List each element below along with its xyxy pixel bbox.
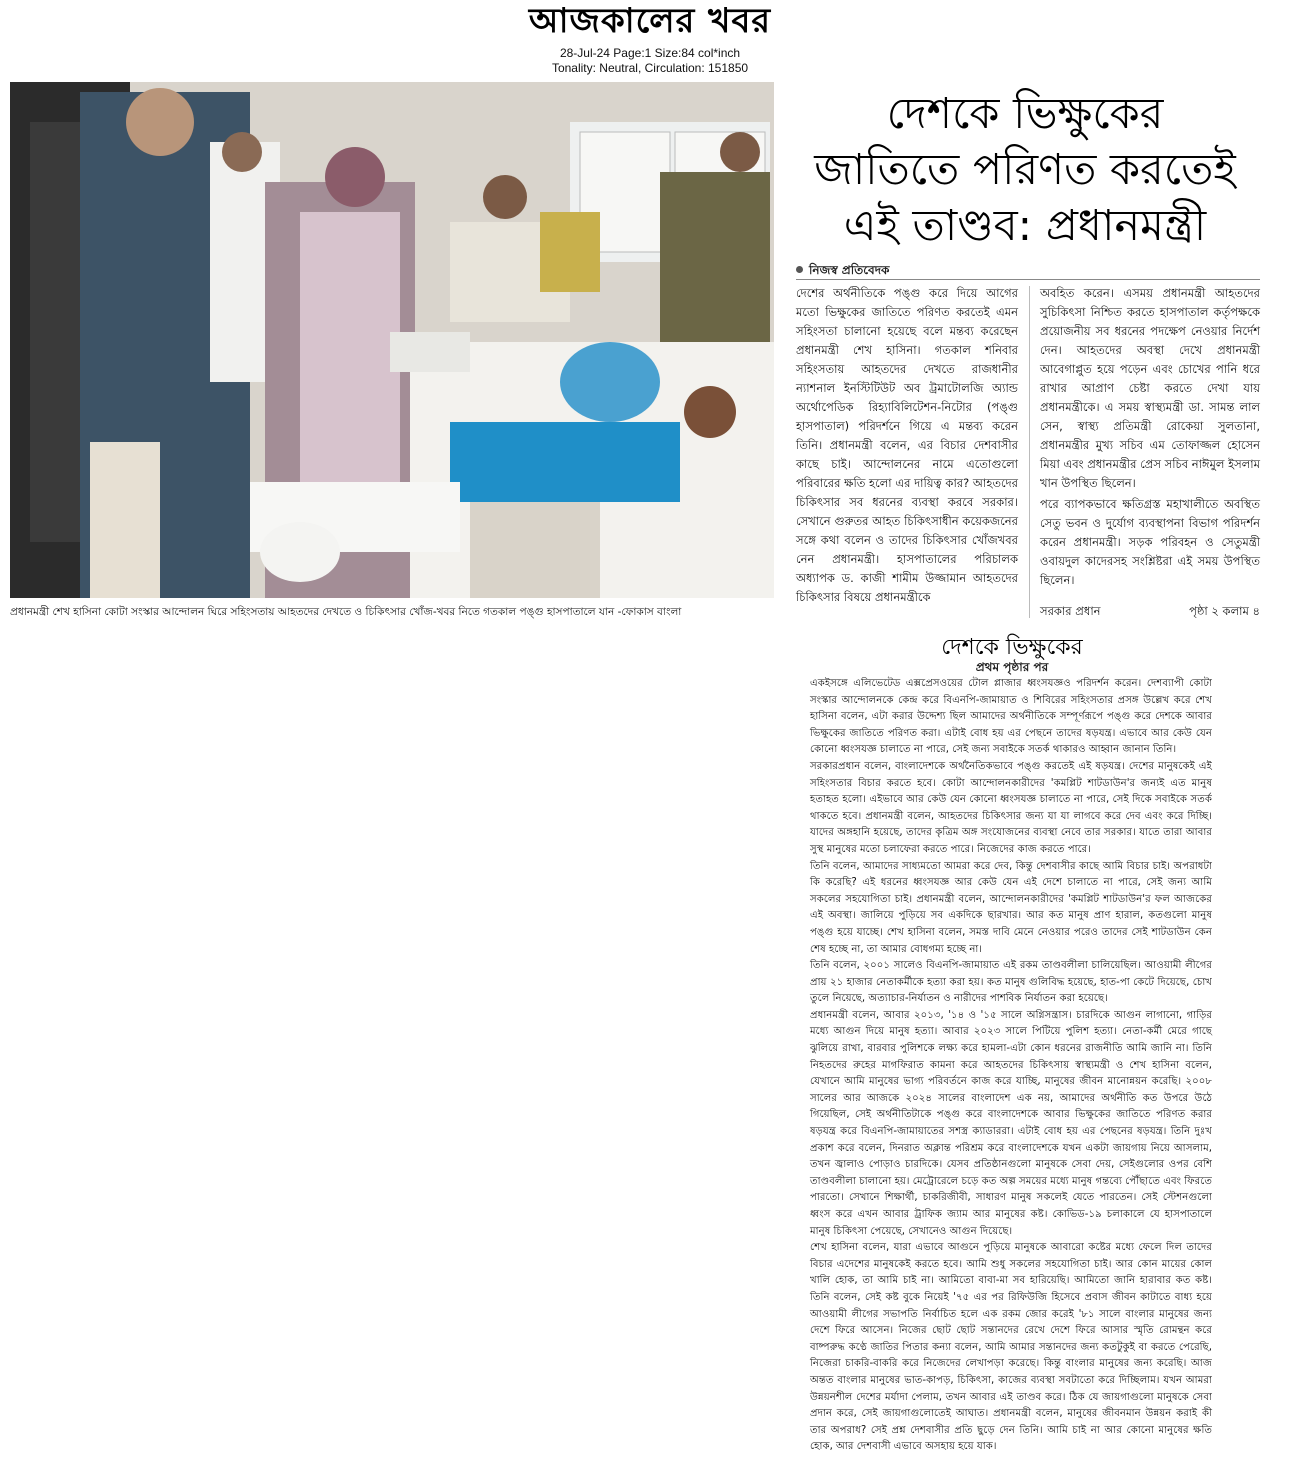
article-column-2 (1040, 284, 1260, 624)
continuation-body (810, 676, 1212, 1453)
news-photo (10, 82, 774, 598)
clipping-meta-line1: 28-Jul-24 Page:1 Size:84 col*inch (559, 46, 741, 60)
article-paragraph: পরে ব্যাপকভাবে ক্ষতিগ্রস্ত মহাখালীতে অবস্থিত সেতু ভবন ও দুর্যোগ ব্যবস্থাপনা বিভাগ পরিদর্শন করেন প্রধানমন্ত্রী। সড়ক পরিবহন ও সেতুমন্ত্রী ওবায়দুল কাদেরসহ সংশ্লিষ্টরা এই সময় উপস্থিত ছিলেন। (1040, 497, 1260, 587)
continued-right: পৃষ্ঠা ২ কলাম ৪ (1189, 604, 1260, 618)
article-column-1 (796, 284, 1018, 624)
newspaper-masthead: আজকালের খবর (528, 1, 772, 41)
hospital-visit-photo (10, 82, 774, 598)
headline (790, 86, 1260, 254)
continuation-paragraph: শেখ হাসিনা বলেন, যারা এভাবে আগুনে পুড়িয়ে মানুষকে আবারো কষ্টের মধ্যে ফেলে দিল তাদের বিচার এদেশের মানুষকেই করতে হবে। আমি শুধু সকলের সহযোগিতা চাই। আর কোন মায়ের কোল খালি হোক, তা আমি চাই না। আমিতো বাবা-মা সব হারিয়েছি। আমিতো জানি হারাবার কত কষ্ট। তিনি বলেন, সেই কষ্ট বুকে নিয়েই '৭৫ এর পর রিফিউজি হিসেবে প্রবাস জীবন কাটাতে বাধ্য হয়ে আওয়ামী লীগের সভাপতি নির্বাচিত হলে এক রকম জোর করেই '৮১ সালে বাংলার মানুষের জন্য দেশে ফিরে আসেন। নিজের ছোট ছোট সন্তানদের রেখে দেশে ফিরে আসার স্মৃতি রোমন্থন করে বাষ্পরুদ্ধ কণ্ঠে জাতির পিতার কন্যা বলেন, আমি আমার সন্তানদের জন্য কতটুকুই বা করতে পেরেছি, নিজেরা চাকরি-বাকরি করে নিজেদের লেখাপড়া করেছে। কিন্তু বাংলার মানুষের জন্য করেছি। আজ অন্তত বাংলার মানুষের ভাত-কাপড়, চিকিৎসা, কাজের ব্যবস্থা সবটাতো করে দিচ্ছিলাম। যখন আমরা উন্নয়নশীল দেশের মর্যাদা পেলাম, তখন আবার এই তাণ্ডব করে। ঠিক যে জায়গাগুলো মানুষকে সেবা প্রদান করে, সেই জায়গাগুলোতেই আঘাত। প্রধানমন্ত্রী বলেন, মানুষের জীবনমান উন্নয়ন করাই কী তার অপরাধ? সেই প্রশ্ন দেশবাসীর প্রতি ছুড়ে দেন তিনি। আমি চাই না আর কোনো মানুষের ক্ষতি হোক, আর দেশবাসী এভাবে অসহায় হয়ে যাক। (810, 1242, 1212, 1453)
photo-caption: প্রধানমন্ত্রী শেখ হাসিনা কোটা সংস্কার আন্দোলন ঘিরে সহিংসতায় আহতদের দেখতে ও চিকিৎসার খোঁজ-খবর নিতে গতকাল পঙ্গু হাসপাতালে যান -ফোকাস বাংলা (10, 606, 682, 618)
continuation-paragraph: তিনি বলেন, আমাদের সাধ্যমতো আমরা করে দেব, কিন্তু দেশবাসীর কাছে আমি বিচার চাই। অপরাধটা কি করেছি? এই ধরনের ধ্বংসযজ্ঞ আর কেউ যেন এই দেশে চালাতে না পারে, সেই জন্য আমি সকলের সহযোগিতা চাই। প্রধানমন্ত্রী বলেন, আন্দোলনকারীদের 'কমপ্লিট শাটডাউন'র ফল আজকের এই অবস্থা। জালিয়ে পুড়িয়ে সব একদিকে ছারখার। আর কত মানুষ প্রাণ হারাল, কতগুলো মানুষ পঙ্গু হয়ে যাচ্ছে। শেখ হাসিনা বলেন, সমস্ত দাবি মেনে নেওয়ার পরেও তাদের সেই শাটডাউন কেন শেষ হচ্ছে না, তা আমার বোধগম্য হচ্ছে না। (810, 860, 1212, 955)
continuation-heading: দেশকে ভিক্ষুকের (941, 635, 1083, 660)
clipping-meta (520, 46, 780, 76)
continuation-paragraph: একইসঙ্গে এলিভেটেড এক্সপ্রেসওয়ের টোল প্লাজার ধ্বংসযজ্ঞও পরিদর্শন করেন। দেশব্যাপী কোটা সংস্কার আন্দোলনকে কেন্দ্র করে বিএনপি-জামায়াত ও শিবিরের সহিংসতার প্রসঙ্গ উল্লেখ করে শেখ হাসিনা বলেন, এটা করার উদ্দেশ্য ছিল আমাদের অর্থনীতিকে সম্পূর্ণরূপে পঙ্গু করে দেশকে আবার ভিক্ষুকের জাতিতে পরিণত করা। এটাই বোধ হয় এর পেছনে তাদের ষড়যন্ত্র। এভাবে আর কেউ যেন কোনো ধ্বংসযজ্ঞ চালাতে না পারে, সেই জন্য সবাইকে সতর্ক থাকারও আহ্বান জানান তিনি। (810, 678, 1212, 756)
article-paragraph: অবহিত করেন। এসময় প্রধানমন্ত্রী আহতদের সুচিকিৎসা নিশ্চিত করতে হাসপাতাল কর্তৃপক্ষকে প্রয়োজনীয় সব ধরনের পদক্ষেপ নেওয়ার নির্দেশ দেন। আহতদের অবস্থা দেখে প্রধানমন্ত্রী আবেগাপ্লুত হয়ে পড়েন এবং চোখের পানি ধরে রাখার আপ্রাণ চেষ্টা করতে দেখা যায় প্রধানমন্ত্রীকে। এ সময় স্বাস্থ্যমন্ত্রী ডা. সামন্ত লাল সেন, স্বাস্থ্য প্রতিমন্ত্রী রোকেয়া সুলতানা, প্রধানমন্ত্রীর মুখ্য সচিব এম তোফাজ্জল হোসেন মিয়া এবং প্রধানমন্ত্রীর প্রেস সচিব নাঈমুল ইসলাম খান উপস্থিত ছিলেন। (1040, 286, 1260, 490)
continued-note (1040, 602, 1260, 621)
headline-line-3: এই তাণ্ডব: প্রধানমন্ত্রী (843, 201, 1207, 251)
reporter-byline (796, 262, 889, 278)
continuation-subheading: প্রথম পৃষ্ঠার পর (975, 660, 1049, 674)
column-divider (1029, 286, 1030, 618)
continuation-paragraph: তিনি বলেন, ২০০১ সালেও বিএনপি-জামায়াত এই রকম তাণ্ডবলীলা চালিয়েছিল। আওয়ামী লীগের প্রায় ২১ হাজার নেতাকর্মীকে হত্যা করা হয়। কত মানুষ গুলিবিদ্ধ হয়েছে, হাত-পা কেটে দিয়েছে, চোখ তুলে নিয়েছে, অত্যাচার-নির্যাতন ও নারীদের পাশবিক নির্যাতন করা হয়েছে। (810, 960, 1212, 1005)
continuation-paragraph: সরকারপ্রধান বলেন, বাংলাদেশকে অর্থনৈতিকভাবে পঙ্গু করতেই এই ষড়যন্ত্র। দেশের মানুষকেই এই সহিংসতার বিচার করতে হবে। কোটা আন্দোলনকারীদের 'কমপ্লিট শাটডাউন'র জন্যই এত মানুষ হতাহত হলো। এইভাবে আর কেউ যেন কোনো ধ্বংসযজ্ঞ চালাতে না পারে, সেই দিকে সবাইকে সতর্ক থাকতে হবে। প্রধানমন্ত্রী বলেন, আহতদের চিকিৎসার জন্য যা যা লাগবে করে দেব এবং করে দিচ্ছি। যাদের অঙ্গহানি হয়েছে, তাদের কৃত্রিম অঙ্গ সংযোজনের ব্যবস্থা নেবে তার সরকার। যাতে তারা আবার সুস্থ মানুষের মতো চলাফেরা করতে পারে। নিজেদের কাজ করতে পারে। (810, 760, 1212, 855)
clipping-meta-line2: Tonality: Neutral, Circulation: 151850 (551, 61, 749, 75)
continuation-paragraph: প্রধানমন্ত্রী বলেন, আবার ২০১৩, '১৪ ও '১৫ সালে অগ্নিসন্ত্রাস। চারদিকে আগুন লাগানো, গাড়ির মধ্যে আগুন দিয়ে মানুষ হত্যা। আবার ২০২৩ সালে পিটিয়ে পুলিশ হত্যা। নেতা-কর্মী মেরে গাছে ঝুলিয়ে রাখা, বারবার পুলিশকে লক্ষ্য করে হামলা-এটা কোন ধরনের রাজনীতি আমি জানি না। তিনি নিহতদের রুহের মাগফিরাত কামনা করে আহতদের চিকিৎসায় স্বাস্থ্যমন্ত্রী ও শেখ হাসিনা বলেন, যেখানে আমি মানুষের ভাগ্য পরিবর্তনে কাজ করে যাচ্ছি, মানুষের জীবন মানোন্নয়ন করেছি। ২০০৮ সালের আর আজকে ২০২৪ সালের বাংলাদেশ এক নয়, আমাদের অর্থনীতি কত উপরে উঠে গিয়েছিল, সেই অর্থনীতিটাকে পঙ্গু করে বাংলাদেশকে আবার ভিক্ষুকের জাতিতে পরিণত করার ষড়যন্ত্র করে বিএনপি-জামায়াতের সশস্ত্র ক্যাডাররা। এটাই বোধ হয় এর পেছনের ষড়যন্ত্র। তিনি দুঃখ প্রকাশ করে বলেন, দিনরাত অক্লান্ত পরিশ্রম করে বাংলাদেশকে যখন একটা জায়গায় নিয়ে আসলাম, তখন জ্বালাও পোড়াও চারদিকে। যেসব প্রতিষ্ঠানগুলো মানুষকে সেবা দেয়, সেইগুলোর ওপর বেশি তাণ্ডবলীলা চালানো হয়। মেট্রোরেলে চড়ে কত অল্প সময়ের মধ্যে মানুষ গন্তব্যে পৌঁছাতে এবং ফিরতে পারতো। সেখানে শিক্ষার্থী, চাকরিজীবী, সাধারণ মানুষ সকলেই যেতে পারতেন। সেই স্টেশনগুলো ধ্বংস করে এখন আবার ট্রাফিক জ্যাম আর মানুষের কষ্ট। কোভিড-১৯ চলাকালে যে হাসপাতালে মানুষ চিকিৎসা পেয়েছে, সেখানেও আগুন দিয়েছে। (810, 1009, 1212, 1237)
headline-line-1: দেশকে ভিক্ষুকের (886, 89, 1164, 139)
bullet-icon (796, 266, 803, 273)
article-paragraph: দেশের অর্থনীতিকে পঙ্গু করে দিয়ে আগের মতো ভিক্ষুকের জাতিতে পরিণত করতেই এমন সহিংসতা চালানো হয়েছে বলে মন্তব্য করেছেন প্রধানমন্ত্রী শেখ হাসিনা। গতকাল শনিবার সহিংসতায় আহতদের দেখতে রাজধানীর ন্যাশনাল ইনস্টিটিউট অব ট্রমাটোলজি অ্যান্ড অর্থোপেডিক রিহ্যাবিলিটেশন-নিটোর (পঙ্গু হাসপাতাল) পরিদর্শনে গিয়ে এ মন্তব্য করেন তিনি। প্রধানমন্ত্রী বলেন, এর বিচার দেশবাসীর কাছে চাই। আন্দোলনের নামে এতোগুলো পরিবারের ক্ষতি হলো এর দায়িত্ব কার? আহতদের চিকিৎসার সব ধরনের ব্যবস্থা করবে সরকার। সেখানে গুরুতর আহত চিকিৎসাধীন কয়েকজনের সঙ্গে কথা বলেন ও তাদের চিকিৎসার খোঁজখবর নেন প্রধানমন্ত্রী। হাসপাতালের পরিচালক অধ্যাপক ড. কাজী শামীম উজ্জামান আহতদের চিকিৎসার বিষয়ে প্রধানমন্ত্রীকে (796, 286, 1018, 604)
continued-left: সরকার প্রধান (1040, 604, 1101, 618)
reporter-name: নিজস্ব প্রতিবেদক (809, 263, 890, 277)
byline-rule (796, 279, 1260, 280)
headline-line-2: জাতিতে পরিণত করতেই (814, 145, 1236, 195)
